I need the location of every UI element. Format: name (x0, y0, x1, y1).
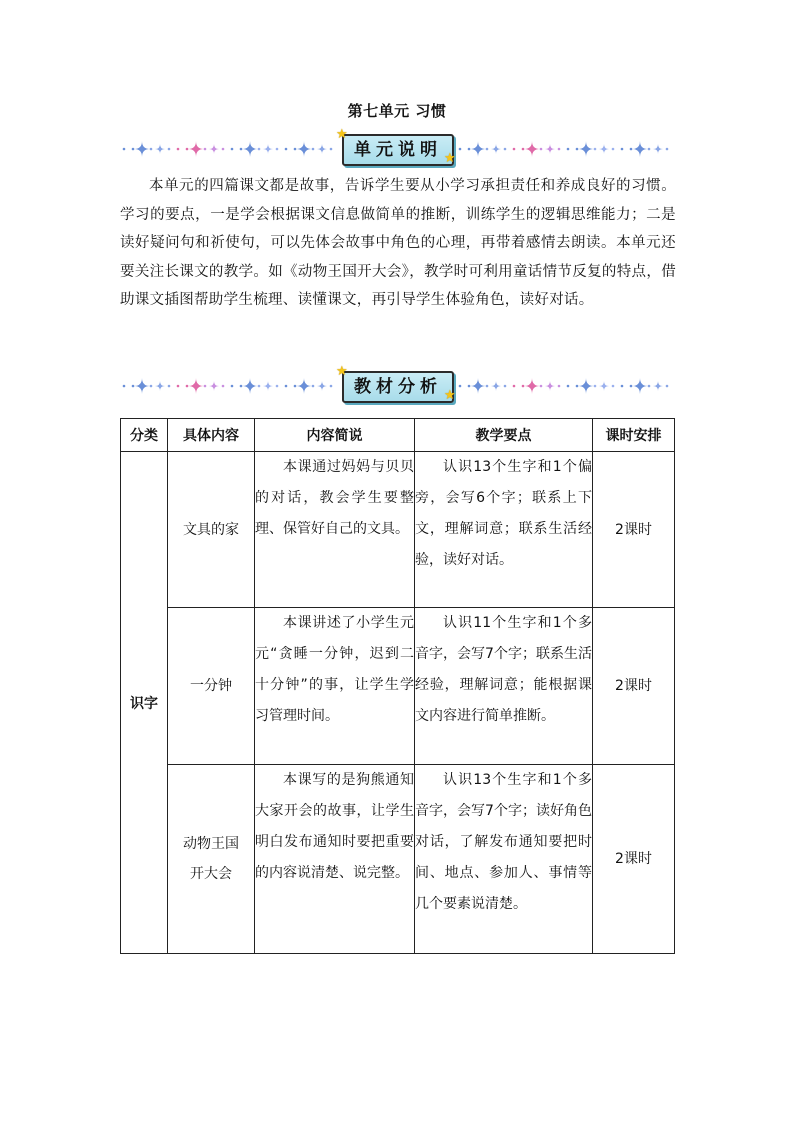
section-banner-unit-description (120, 127, 674, 166)
dot-icon (240, 148, 243, 151)
dot-icon (648, 148, 651, 151)
dot-icon (459, 385, 462, 388)
dot-icon (222, 148, 225, 151)
dot-icon (258, 148, 261, 151)
dot-icon (132, 385, 135, 388)
dot-icon (612, 148, 615, 151)
sparkle-icon (470, 378, 486, 394)
section-heading-unit-description: 单元说明 (342, 134, 454, 166)
dot-icon (594, 385, 597, 388)
dot-icon (468, 148, 471, 151)
dot-icon (576, 385, 579, 388)
sparkle-icon (155, 381, 165, 391)
class-hours-cell: 2课时 (593, 452, 675, 608)
page-title: 第七单元 习惯 (347, 102, 447, 120)
star-icon: ★ (444, 388, 456, 403)
sparkle-icon (263, 381, 273, 391)
dot-icon (558, 385, 561, 388)
dot-icon (459, 148, 462, 151)
dot-icon (612, 385, 615, 388)
dot-icon (513, 148, 516, 151)
dot-icon (468, 385, 471, 388)
dot-icon (504, 148, 507, 151)
dot-icon (240, 385, 243, 388)
dot-icon (123, 385, 126, 388)
sparkle-icon (545, 144, 555, 154)
dot-icon (540, 385, 543, 388)
sparkle-icon (524, 141, 540, 157)
dot-icon (666, 148, 669, 151)
header-teaching-points: 教学要点 (415, 419, 593, 452)
sparkle-icon (188, 141, 204, 157)
dot-icon (666, 385, 669, 388)
dot-icon (567, 148, 570, 151)
sparkle-icon (578, 378, 594, 394)
table-row (121, 608, 675, 765)
content-cell: 动物王国开大会 (168, 765, 255, 954)
dot-icon (540, 148, 543, 151)
sparkle-icon (263, 144, 273, 154)
table-row (121, 452, 675, 608)
sparkle-icon (653, 381, 663, 391)
dot-icon (294, 148, 297, 151)
category-cell: 识字 (121, 452, 168, 954)
dot-icon (186, 385, 189, 388)
sparkle-icon (242, 141, 258, 157)
sparkle-icon (470, 141, 486, 157)
sparkle-icon (491, 144, 501, 154)
sparkle-icon (188, 378, 204, 394)
sparkle-icon (653, 144, 663, 154)
dot-icon (621, 148, 624, 151)
dot-icon (177, 385, 180, 388)
class-hours-cell: 2课时 (593, 608, 675, 765)
header-summary: 内容简说 (255, 419, 415, 452)
content-cell: 一分钟 (168, 608, 255, 765)
sparkle-icon (599, 144, 609, 154)
sparkle-icon (209, 144, 219, 154)
sparkle-icon (317, 381, 327, 391)
sparkle-icon (242, 378, 258, 394)
sparkle-icon (317, 144, 327, 154)
dot-icon (513, 385, 516, 388)
sparkle-icon (296, 378, 312, 394)
dot-icon (522, 385, 525, 388)
section-heading-material-analysis: 教材分析 (342, 371, 454, 403)
dot-icon (285, 385, 288, 388)
summary-cell: 本课通过妈妈与贝贝的对话，教会学生要整理、保管好自己的文具。 (255, 452, 415, 608)
sparkle-icon (524, 378, 540, 394)
material-analysis-table (120, 418, 675, 954)
dot-icon (567, 385, 570, 388)
sparkle-icon (632, 378, 648, 394)
dot-icon (486, 148, 489, 151)
sparkle-icon (491, 381, 501, 391)
dot-icon (558, 148, 561, 151)
dot-icon (294, 385, 297, 388)
section-banner-material-analysis (120, 364, 674, 403)
dot-icon (204, 385, 207, 388)
dot-icon (222, 385, 225, 388)
sparkle-icon (545, 381, 555, 391)
star-icon: ★ (336, 127, 348, 142)
table-header-row (121, 419, 675, 452)
sparkle-icon (155, 144, 165, 154)
dot-icon (522, 148, 525, 151)
teaching-points-cell: 认识11个生字和1个多音字，会写7个字；联系生活经验，理解词意；能根据课文内容进行简单推断。 (415, 608, 593, 765)
dot-icon (168, 148, 171, 151)
unit-description-paragraph: 本单元的四篇课文都是故事，告诉学生要从小学习承担责任和养成良好的习惯。学习的要点，一是学会根据课文信息做简单的推断，训练学生的逻辑思维能力；二是读好疑问句和祈使句，可以先体会故事中角色的心理，再带着感情去朗读。本单元还要关注长课文的教学。如《动物王国开大会》，教学时可利用童话情节反复的特点，借助课文插图帮助学生梳理、读懂课文，再引导学生体验角色，读好对话。 (120, 178, 676, 308)
table-row (121, 765, 675, 954)
sparkle-icon (632, 141, 648, 157)
dot-icon (258, 385, 261, 388)
dot-icon (285, 148, 288, 151)
dot-icon (576, 148, 579, 151)
star-icon: ★ (444, 151, 456, 166)
dot-icon (231, 385, 234, 388)
dot-icon (123, 148, 126, 151)
dot-icon (486, 385, 489, 388)
teaching-points-cell: 认识13个生字和1个多音字，会写7个字；读好角色对话，了解发布通知要把时间、地点、参加人、事情等几个要素说清楚。 (415, 765, 593, 954)
dot-icon (186, 148, 189, 151)
dot-icon (504, 385, 507, 388)
sparkle-icon (578, 141, 594, 157)
sparkle-icon (134, 141, 150, 157)
dot-icon (594, 148, 597, 151)
dot-icon (132, 148, 135, 151)
summary-cell: 本课写的是狗熊通知大家开会的故事，让学生明白发布通知时要把重要的内容说清楚、说完整。 (255, 765, 415, 954)
dot-icon (231, 148, 234, 151)
sparkle-icon (134, 378, 150, 394)
dot-icon (330, 385, 333, 388)
sparkle-icon (296, 141, 312, 157)
star-icon: ★ (336, 364, 348, 379)
header-class-hours: 课时安排 (593, 419, 675, 452)
dot-icon (648, 385, 651, 388)
content-cell: 文具的家 (168, 452, 255, 608)
dot-icon (630, 385, 633, 388)
dot-icon (168, 385, 171, 388)
class-hours-cell: 2课时 (593, 765, 675, 954)
header-content: 具体内容 (168, 419, 255, 452)
dot-icon (630, 148, 633, 151)
dot-icon (150, 148, 153, 151)
dot-icon (312, 148, 315, 151)
sparkle-icon (599, 381, 609, 391)
teaching-points-cell: 认识13个生字和1个偏旁，会写6个字；联系上下文，理解词意；联系生活经验，读好对话。 (415, 452, 593, 608)
summary-cell: 本课讲述了小学生元元“贪睡一分钟，迟到二十分钟”的事，让学生学习管理时间。 (255, 608, 415, 765)
dot-icon (276, 385, 279, 388)
dot-icon (177, 148, 180, 151)
dot-icon (621, 385, 624, 388)
dot-icon (330, 148, 333, 151)
dot-icon (150, 385, 153, 388)
header-category: 分类 (121, 419, 168, 452)
dot-icon (276, 148, 279, 151)
dot-icon (204, 148, 207, 151)
sparkle-icon (209, 381, 219, 391)
dot-icon (312, 385, 315, 388)
